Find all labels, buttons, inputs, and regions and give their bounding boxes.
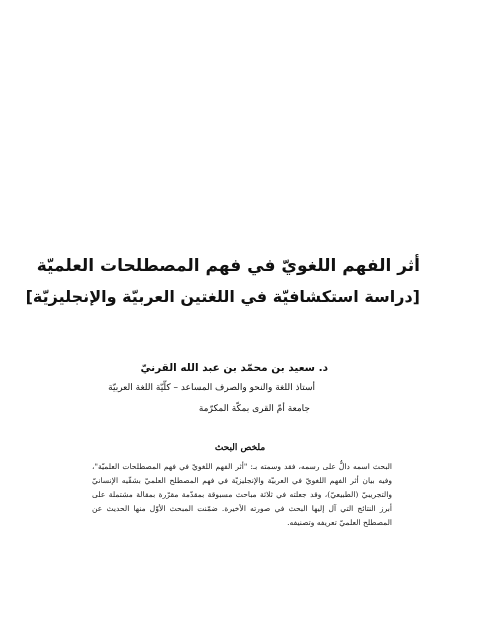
paper-title: أثر الفهم اللغويّ في فهم المصطلحات العلميّة — [36, 256, 420, 276]
paper-subtitle: [دراسة استكشافيّة في اللغتين العربيّة والإنجليزيّة] — [25, 287, 420, 306]
author-affiliation: أستاذ اللغة والنحو والصرف المساعد – كلّيّة اللغة العربيّة — [108, 383, 315, 393]
abstract-heading: ملخص البحث — [214, 443, 266, 453]
author-name: د. سعيد بن محمّد بن عبد الله القرنيّ — [140, 362, 328, 374]
author-university: جامعة أمّ القرى بمكّة المكرّمة — [198, 404, 310, 414]
abstract-paragraph: البحث اسمه دالٌّ على رسمه، فقد وسمته بـ: "أثر الفهم اللغويّ في فهم المصطلحات العلميّة"، وفيه بيان أثر الفهم اللغويّ في العربيّة والإنجليزيّة في فهم المصطلح العلميّ بشقّيه الإنسانيّ والتجريبيّ (الطبيعيّ)، وقد جعلته في ثلاثة مباحث مسبوقة بمقدّمة مقرّرة بمقالة مشتملة على أبرز النتائج التي آل إليها البحث في صورته الأخيرة. ضمّنت المبحث الأوّل منها الحديث عن المصطلح العلميّ تعريفه وتصنيفه. — [92, 462, 392, 527]
abstract-body — [92, 460, 392, 530]
